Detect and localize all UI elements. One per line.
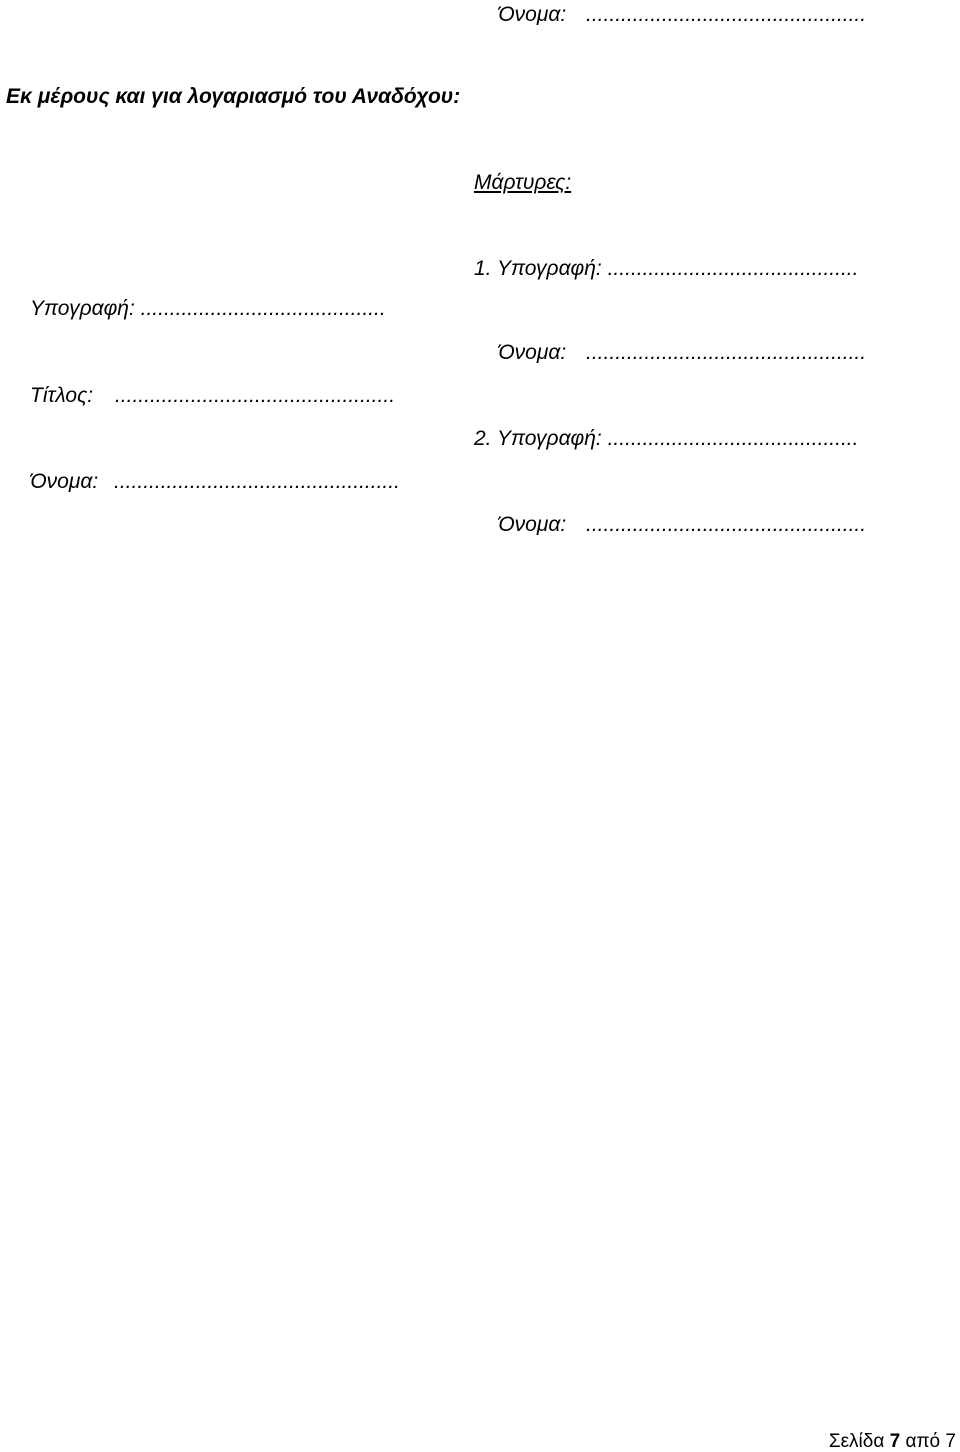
contractor-title-dots: ................................................: [114, 384, 396, 407]
contractor-name-dots: .................................................: [114, 470, 400, 493]
witness-1-name-row: [498, 342, 866, 363]
witness-2-name-row: [498, 514, 866, 535]
witness-2-signature-row: [474, 428, 858, 449]
top-name-dots: ................................................: [586, 3, 867, 26]
contractor-title-row: [30, 385, 395, 406]
witnesses-heading: Μάρτυρες:: [474, 171, 572, 194]
witness-1-signature-row: [474, 258, 858, 279]
contractor-signature-dots: ..........................................: [140, 297, 386, 320]
contractor-heading: Εκ μέρους και για λογαριασμό του Αναδόχου:: [6, 85, 461, 108]
contractor-signature-row: [30, 298, 386, 319]
witness-2-signature-dots: ...........................................: [607, 427, 859, 450]
witness-1-name-label: Όνομα:: [498, 341, 567, 364]
contractor-signature-label: Υπογραφή:: [30, 297, 135, 320]
top-name-label: Όνομα:: [498, 3, 567, 26]
footer-page-word: Σελίδα: [828, 1431, 885, 1452]
witness-2-signature-label: 2. Υπογραφή:: [474, 427, 602, 450]
page-footer: [829, 1432, 956, 1451]
witness-1-name-dots: ................................................: [586, 341, 867, 364]
footer-current-page: 7: [889, 1431, 901, 1452]
footer-total-pages: 7: [945, 1431, 956, 1452]
witness-1-signature-dots: ...........................................: [607, 257, 859, 280]
witness-2-name-dots: ................................................: [586, 513, 867, 536]
top-name-row: [498, 4, 866, 25]
contractor-name-label: Όνομα:: [30, 470, 99, 493]
contractor-title-label: Τίτλος:: [30, 384, 94, 407]
contractor-name-row: [30, 471, 400, 492]
witness-1-signature-label: 1. Υπογραφή:: [474, 257, 602, 280]
witness-2-name-label: Όνομα:: [498, 513, 567, 536]
footer-of-word: από: [905, 1431, 941, 1452]
